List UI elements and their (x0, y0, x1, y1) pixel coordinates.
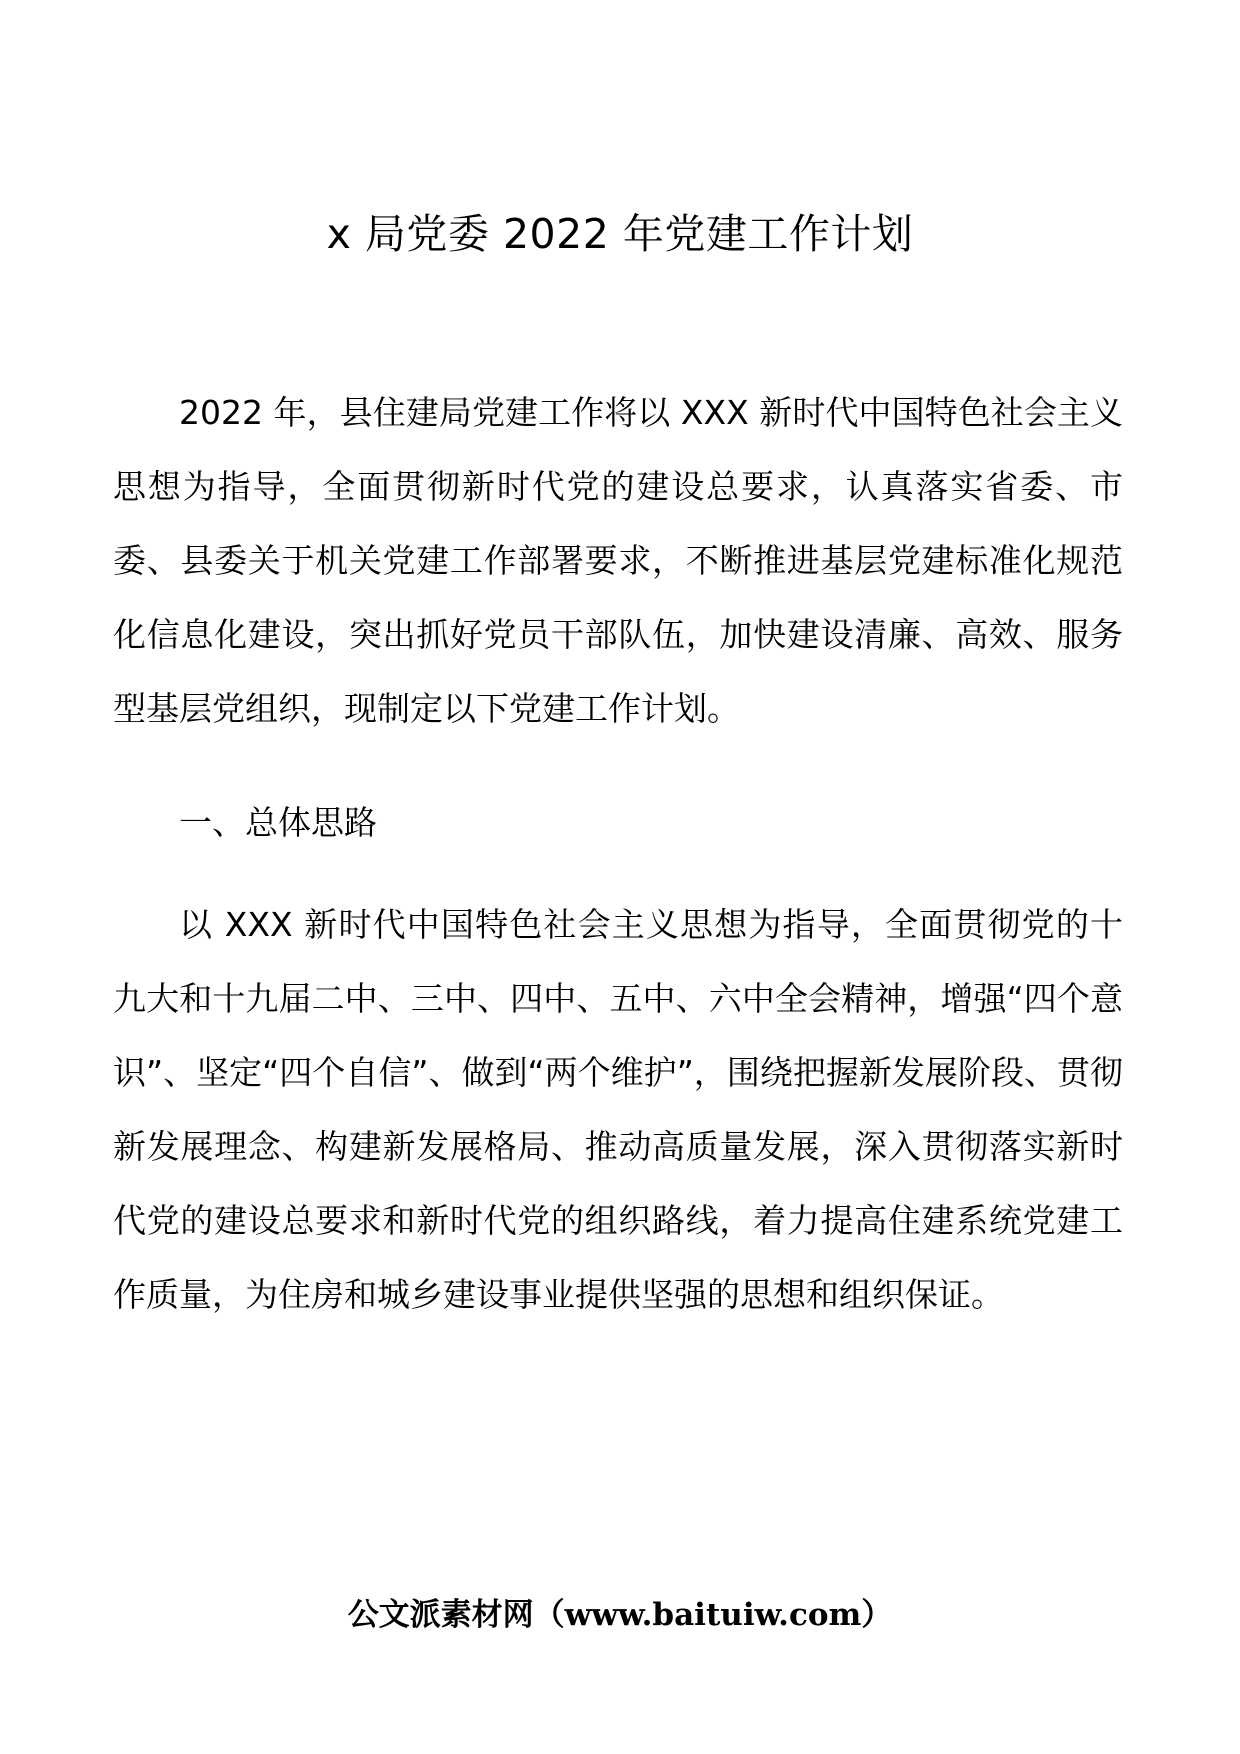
section-paragraph-overall-approach: 以 XXX 新时代中国特色社会主义思想为指导，全面贯彻党的十九大和十九届二中、三中、四中、五中、六中全会精神，增强“四个意识”、坚定“四个自信”、做到“两个维护”，围绕把握新发展阶段、贯彻新发展理念、构建新发展格局、推动高质量发展，深入贯彻落实新时代党的建设总要求和新时代党的组织路线，着力提高住建系统党建工作质量，为住房和城乡建设事业提供坚强的思想和组织保证。 (113, 905, 1123, 1314)
document-title: x 局党委 2022 年党建工作计划 (326, 210, 914, 258)
section-heading-overall-approach: 一、总体思路 (179, 803, 377, 842)
intro-paragraph: 2022 年，县住建局党建工作将以 XXX 新时代中国特色社会主义思想为指导，全面贯彻新时代党的建设总要求，认真落实省委、市委、县委关于机关党建工作部署要求，不断推进基层党建标准化规范化信息化建设，突出抓好党员干部队伍，加快建设清廉、高效、服务型基层党组织，现制定以下党建工作计划。 (113, 393, 1123, 728)
footer-source-text: 公文派素材网（www.baituiw.com） (347, 1597, 893, 1633)
